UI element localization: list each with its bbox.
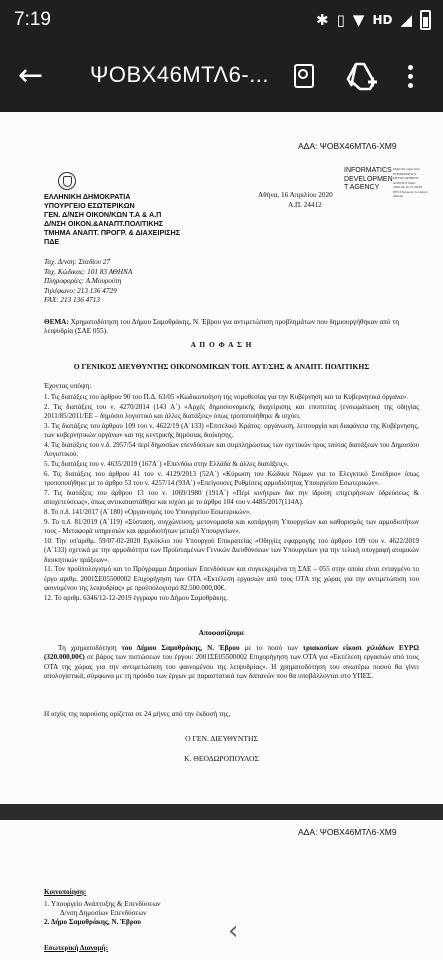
list-item: 11. Τον προϋπολογισμό και το Πρόγραμμα Δημοσίων Επενδύσεων και συγκεκριμένα τη ΣΑΕ – 055 στην οποία είναι ενταγμένο το έργο αριθμ. 2001ΣΕ05500002 Επιχορήγηση των ΟΤΑ «Εκτέλεση εργασιών από τους ΟΤΑ της χώρας για την αντιμετώπιση του φαινομένου της λειψυδρίας» με προϋπολογισμό 82.500.000,00€. [44,565,419,593]
list-item: 4. Τις διατάξεις του ν.δ. 2957/54 περί δημοσίων επενδύσεων και συμπληρώσεως των σχετικών προς ταύτας διατάξεων του Δημοσίου Λογιστικού. [44,440,419,459]
nav-back-icon[interactable]: ‹ [228,916,239,946]
back-arrow-icon[interactable]: ← [18,58,44,93]
org-line: ΕΛΛΗΝΙΚΗ ΔΗΜΟΚΡΑΤΙΑ [44,192,131,201]
list-item: 1. Τις διατάξεις του άρθρου 90 του Π.Δ. 63/05 «Κωδικοποίηση της νομοθεσίας για την Κυβέρνηση και τα Κυβερνητικά όργανα». [44,393,408,401]
signatory-title: Ο ΓΕΝ. ΔΙΕΥΘΥΝΤΗΣ [185,734,258,743]
issuing-authority [44,192,180,246]
page-separator [0,804,443,820]
org-line: ΓΕΝ. Δ/ΝΣΗ ΟΙΚΟΝ/ΚΩΝ Τ.Α & Α.Π [44,210,162,219]
signal-icon: ◢ [400,11,412,29]
decision-part: σε βάρος των πιστώσεων του έργου: 2001ΣΕ05500002 Επιχορήγηση των ΟΤΑ για «Εκτέλεση εργασιών από τους ΟΤΑ της χώρας για την αντιμετώπιση του φαινομένου της λειψυδρίας». Η χρηματοδότηση του ανωτέρω ποσού θα γίνει απολογιστικά, σύμφωνα με τη πρόοδο των έργων με παραστατικά των δαπανών που θα υποβάλλονται στο ΥΠΕΣ. [44,653,419,681]
app-bar [0,44,443,112]
greek-emblem-icon [58,172,76,190]
considerations-list [44,393,419,604]
document-title: ΨΟΒΧ46ΜΤΛ6-... [90,62,270,87]
network-type: HD [372,13,393,27]
list-item: 6. Τις διατάξεις του άρθρου 41 του ν. 4129/2013 (52Α΄) «Κύρωση του Κώδικα Νόμων για το Ελεγκτικό Συνέδριο» όπως τροποποιήθηκε με το άρθρο 53 του ν. 4257/14 (93Α΄) «Επείγουσες Ρυθμίσεις αρμοδιότητας Υπουργείου Εσωτερικών». [44,469,419,488]
digital-signature: Digitally signed by INFORMATICS DEVELOPMENT AGENCY Date: 2020.04.16 15:36:49 EEST Reason: Location: Athens [393,167,428,198]
internal-distribution-heading: Εσωτερική Διανομή: [44,944,108,952]
status-icons [316,10,431,30]
ada-code: ΑΔΑ: ΨΟΒΧ46ΜΤΛ6-ΧΜ9 [298,141,397,151]
list-item: 2. Τις διατάξεις του ν. 4270/2014 (143 Α΄) «Αρχές δημοσιονομικής διαχείρισης και εποπτείας (ενσωμάτωση της οδηγίας 2011/85/2011/ΕΕ – δημόσιο λογιστικό και άλλες διατάξεις» όπως τροποποιήθηκε & ισχύει. [44,402,419,421]
list-item: 12. Το αριθμ. 6346/12-12-2019 έγγραφο του Δήμου Σαμοθράκης. [44,593,228,602]
protocol-number: Α.Π. 24412 [288,201,322,209]
municipality-name: του Δήμου Σαμοθράκης, Ν. Έβρου [121,644,240,652]
document-page[interactable] [0,112,443,804]
notification-item: 2. Δήμο Σαμοθράκης, Ν. Έβρου [44,918,142,926]
ida-line: INFORMATICS [344,167,392,174]
recipient-line: Δ/νση Δημοσίων Επενδύσεων [60,909,147,918]
decision-heading: Α Π Ο Φ Α Σ Η [190,340,253,349]
ada-code: ΑΔΑ: ΨΟΒΧ46ΜΤΛ6-ΧΜ9 [298,827,397,837]
decision-part: με το ποσό των [239,644,303,652]
org-line: ΥΠΟΥΡΓΕΙΟ ΕΣΩΤΕΡΙΚΩΝ [44,201,135,210]
date-block [258,190,333,210]
list-item: 5. Τις διατάξεις του ν. 4635/2019 (167Α΄) «Επενδύω στην Ελλάδα & άλλες διατάξεις». [44,460,289,469]
contact-line: Πληροφορίες: Α.Μουρούτη [44,277,122,286]
signatory-name: Κ. ΘΕΟΔΩΡΟΠΟΥΛΟΣ [184,754,259,763]
decision-part: Τη χρηματοδότηση [58,644,122,652]
list-item: 9. Το π.δ. 81/2019 (Α΄119) «Σύσταση, συγχώνευση, μετονομασία και κατάργηση Υπουργείων και καθορισμός των αρμοδιοτήτων τους - Μεταφορά υπηρεσιών και αρμοδιοτήτων μεταξύ Υπουργείων». [44,517,419,536]
list-item: 10. Την υπ'αριθμ. 59/07-02-2020 Εγκύκλιο του Υπουργού Επικρατείας «Οδηγίες εφαρμογής του άρθρου 109 του ν. 4622/2019 (Α΄133) σχετικά με την αρμοδιότητα των Προϊσταμένων Γενικών Διευθύνσεων των Υπουργείων για την τελική υπογραφή ατομικών διοικητικών πράξεων». [44,536,419,564]
notification-heading: Κοινοποίηση: [44,888,87,896]
contact-line: Τηλέφωνο: 213 136 4729 [44,286,117,295]
org-line: Δ/ΝΣΗ ΟΙΚΟΝ.&ΑΝΑΠΤ.ΠΟΛΙΤΙΚΗΣ [44,219,164,228]
contact-line: FAX: 213 136 4713 [44,296,100,305]
vibrate-icon: ▯ [336,11,345,29]
contact-line: Ταχ. Κώδικας: 101 83 ΑΘΗΝΑ [44,267,133,276]
subject-text: Χρηματοδότηση του Δήμου Σαμοθράκης, Ν. Έβρου για αντιμετώπιση προβλημάτων που δημιουργήθηκαν από τη λειψυδρία (ΣΑΕ 055). [44,318,399,336]
document-date: Αθήνα, 16 Απριλίου 2020 [258,191,333,199]
subject [44,318,419,337]
bluetooth-icon: ✱ [316,11,329,29]
contact-info [44,258,132,306]
list-item: 3. Τις διατάξεις του άρθρου 109 του ν. 4622/19 (Α΄133) «Επιτελικό Κράτος: οργάνωση, λειτουργία και διαφάνεια της Κυβέρνησης, των κυβερνητικών οργάνων και της κεντρικής δημόσιας διοίκησης. [44,421,419,440]
wifi-icon: ▼ [352,11,365,29]
ida-stamp [344,167,394,193]
subject-label: ΘΕΜΑ: [44,318,69,326]
contact-line: Ταχ. Δ/νση: Σταδίου 27 [44,258,111,266]
validity-text: Η ισχύς της παρούσης ορίζεται σε 24 μήνες από την έκδοσή της. [44,710,231,718]
notification-item [44,900,160,919]
status-bar [0,0,443,44]
document-page-2[interactable] [0,820,443,960]
recipient-line: 1. Υπουργείο Ανάπτυξης & Επενδύσεων [44,900,161,908]
add-to-drive-icon[interactable] [346,62,376,92]
considering-label: Έχοντας υπόψη: [44,382,92,390]
ida-line: T AGENCY [344,184,380,191]
list-item: 8. Το π.δ. 141/2017 (Α΄180) «Οργανισμός του Υπουργείου Εσωτερικών». [44,507,252,516]
we-decide-heading: Αποφασίζουμε [198,628,245,637]
org-line: ΠΔΕ [44,237,60,246]
amount: τριακοσίων είκοσι χιλιάδων ΕΥΡΩ (320.000,00€) [44,644,420,662]
decision-text [44,644,419,682]
find-in-document-icon[interactable] [290,62,320,92]
director-heading: Ο ΓΕΝΙΚΟΣ ΔΙΕΥΘΥΝΤΗΣ ΟΙΚΟΝΟΜΙΚΩΝ ΤΟΠ. ΑΥΤ/ΣΗΣ & ΑΝΑΠΤ. ΠΟΛΙΤΙΚΗΣ [73,362,370,371]
clock: 7:19 [14,9,51,30]
org-line: ΤΜΗΜΑ ΑΝΑΠΤ. ΠΡΟΓΡ. & ΔΙΑΧΕΙΡΙΣΗΣ [44,228,181,237]
ida-line: DEVELOPMEN [344,175,393,183]
battery-icon [420,10,431,30]
more-options-icon[interactable] [405,62,417,92]
list-item: 7. Τις διατάξεις του άρθρου 13 του ν. 1069/1980 (191Α΄) «Περί κινήτρων δια την ίδρυση επιχειρήσεων ύδρεύσεως & αποχετεύσεως», όπως αντικαταστάθηκε και ισχύει με το άρθρο 104 του ν.4485/2017(114Α). [44,488,419,507]
